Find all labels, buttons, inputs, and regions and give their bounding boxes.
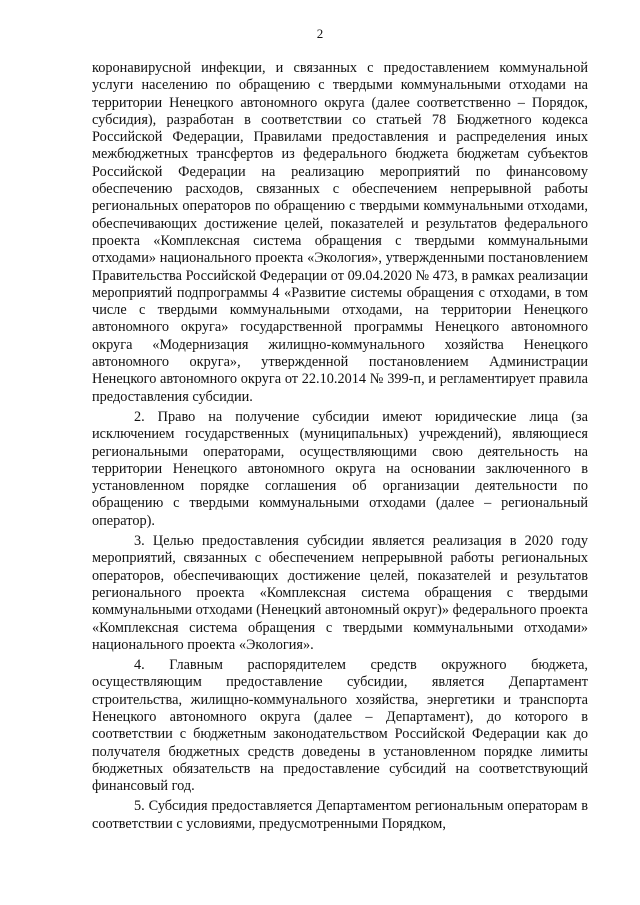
paragraph-continuation: коронавирусной инфекции, и связанных с предоставлением коммунальной услуги населению по обращению с твердыми коммунальными отходами на территории Ненецкого автономного округа (далее соответственно – Порядок, субсидия), разработан в соответствии со статьей 78 Бюджетного кодекса Российской Федерации, Правилами предоставления и распределения иных межбюджетных трансфертов из федерального бюджета бюджетам субъектов Российской Федерации на реализацию мероприятий по финансовому обеспечению расходов, связанных с обеспечением непрерывной работы региональных операторов по обращению с твердыми коммунальными отходами, обеспечивающих достижение целей, показателей и результатов федерального проекта «Комплексная система обращения с твердыми коммунальными отходами» национального проекта «Экология», утвержденными постановлением Правительства Российской Федерации от 09.04.2020 № 473, в рамках реализации мероприятий подпрограммы 4 «Развитие системы обращения с отходами, в том числе с твердыми коммунальными отходами, на территории Ненецкого автономного округа» государственной программы Ненецкого автономного округа «Модернизация жилищно-коммунального хозяйства Ненецкого автономного округа», утвержденной постановлением Администрации Ненецкого автономного округа от 22.10.2014 № 399-п, и регламентирует правила предоставления субсидии. bbox=[92, 60, 588, 405]
paragraph-4: 4. Главным распорядителем средств окружного бюджета, осуществляющим предоставление субсидии, является Департамент строительства, жилищно-коммунального хозяйства, энергетики и транспорта Ненецкого автономного округа (далее – Департамент), до которого в соответствии с бюджетным законодательством Российской Федерации как до получателя бюджетных средств доведены в установленном порядке лимиты бюджетных обязательств на предоставление субсидий на соответствующий финансовый год. bbox=[92, 657, 588, 795]
paragraph-2: 2. Право на получение субсидии имеют юридические лица (за исключением государственных (муниципальных) учреждений), являющиеся региональными операторами, осуществляющими свою деятельность на территории Ненецкого автономного округа на основании заключенного в установленном порядке соглашения об организации деятельности по обращению с твердыми коммунальными отходами (далее – региональный оператор). bbox=[92, 408, 588, 529]
document-body bbox=[92, 60, 588, 833]
paragraph-5: 5. Субсидия предоставляется Департаментом региональным операторам в соответствии с условиями, предусмотренными Порядком, bbox=[92, 798, 588, 832]
paragraph-3: 3. Целью предоставления субсидии является реализация в 2020 году мероприятий, связанных с обеспечением непрерывной работы региональных операторов, обеспечивающих достижение целей, показателей и результатов регионального проекта «Комплексная система обращения с твердыми коммунальными отходами (Ненецкий автономный округ)» федерального проекта «Комплексная система обращения с твердыми коммунальными отходами» национального проекта «Экология». bbox=[92, 533, 588, 653]
page-number: 2 bbox=[316, 26, 324, 41]
